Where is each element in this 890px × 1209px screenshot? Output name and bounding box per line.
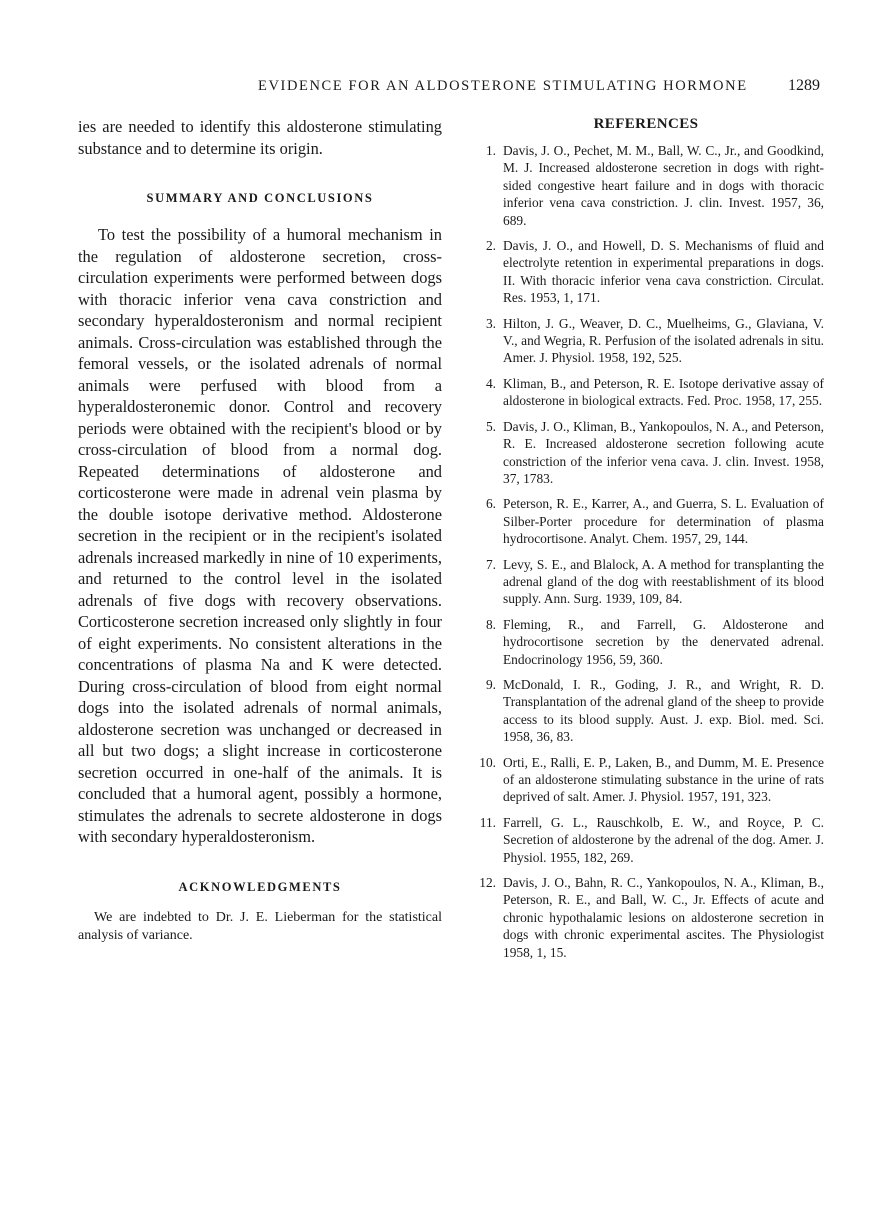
reference-text: Davis, J. O., Bahn, R. C., Yankopoulos, N. A., Kliman, B., Peterson, R. E., and Ball, W. C., Jr. Effects of acute and chronic hypothalamic lesions on aldosterone secretion in dogs with chronic experimental ascites. The Physiologist 1958, 1, 15. — [503, 875, 824, 960]
reference-number: 6. — [485, 496, 496, 512]
reference-text: Hilton, J. G., Weaver, D. C., Muelheims, G., Glaviana, V. V., and Wegria, R. Perfusion of the isolated adrenals in situ. Amer. J. Physiol. 1958, 192, 525. — [503, 315, 824, 366]
reference-number: 1. — [485, 143, 496, 158]
reference-number: 7. — [485, 556, 496, 572]
reference-item — [468, 754, 824, 806]
summary-paragraph: To test the possibility of a humoral mechanism in the regulation of aldosterone secretion, cross-circulation experiments were performed between dogs with thoracic inferior vena cava constriction and secondary hyperaldosteronism and normal recipient animals. Cross-circulation was established through the femoral vessels, or the isolated adrenals of normal animals were perfused with blood from a hyperaldosteronemic donor. Control and recovery periods were obtained with the recipient's blood or by cross-circulation of blood from a normal dog. Repeated determinations of aldosterone and corticosterone were made in adrenal vein plasma by the double isotope derivative method. Aldosterone secretion in the recipient or in the recipient's isolated adrenals increased markedly in nine of 10 experiments, and returned to the control level in the isolated adrenals of five dogs with recovery observations. Corticosterone secretion increased only slightly in four of eight experiments. No consistent alterations in the concentrations of plasma Na and K were detected. During cross-circulation of blood from eight normal dogs into the isolated adrenals of normal animals, aldosterone secretion was unchanged or decreased in all but two dogs; a slight increase in corticosterone secretion occurred in one-half of the animals. It is concluded that a humoral agent, possibly a hormone, stimulates the adrenals to secrete aldosterone in dogs with secondary hyperaldosteronism. — [78, 225, 442, 846]
reference-list — [468, 142, 824, 961]
reference-text: McDonald, I. R., Goding, J. R., and Wright, R. D. Transplantation of the adrenal gland of the sheep to provide access to its blood supply. Aust. J. exp. Biol. med. Sci. 1958, 36, 83. — [503, 676, 824, 745]
reference-number: 8. — [485, 616, 496, 632]
reference-item — [468, 375, 824, 410]
left-column — [78, 116, 442, 946]
right-column — [468, 116, 824, 969]
reference-item — [468, 616, 824, 668]
reference-number: 4. — [485, 375, 496, 391]
reference-item — [468, 556, 824, 608]
reference-number: 12. — [479, 875, 496, 891]
reference-item — [468, 315, 824, 367]
reference-number: 10. — [479, 754, 496, 770]
reference-text: Davis, J. O., Pechet, M. M., Ball, W. C., Jr., and Goodkind, M. J. Increased aldosterone secretion in dogs with right-sided congestive heart failure and in dogs with thoracic inferior vena cava constriction. J. clin. Invest. 1957, 36, 689. — [503, 143, 824, 228]
references-heading: REFERENCES — [593, 116, 699, 132]
reference-item — [468, 676, 824, 746]
reference-text: Fleming, R., and Farrell, G. Aldosterone and hydrocortisone secretion by the denervated adrenal. Endocrinology 1956, 59, 360. — [503, 616, 824, 667]
reference-text: Levy, S. E., and Blalock, A. A method for transplanting the adrenal gland of the dog with reestablishment of its blood supply. Ann. Surg. 1939, 109, 84. — [503, 556, 824, 607]
reference-item — [468, 418, 824, 488]
reference-text: Kliman, B., and Peterson, R. E. Isotope derivative assay of aldosterone in biological extracts. Fed. Proc. 1958, 17, 255. — [503, 375, 824, 409]
acknowledgments-heading: ACKNOWLEDGMENTS — [178, 879, 342, 894]
reference-item — [468, 142, 824, 229]
reference-number: 5. — [485, 418, 496, 434]
reference-text: Davis, J. O., and Howell, D. S. Mechanisms of fluid and electrolyte retention in experimental preparations in dogs. II. With thoracic inferior vena cava constriction. Circulat. Res. 1953, 1, 171. — [503, 238, 824, 306]
running-title: EVIDENCE FOR AN ALDOSTERONE STIMULATING HORMONE — [258, 78, 748, 94]
continued-paragraph: ies are needed to identify this aldosterone stimulating substance and to determine its origin. — [78, 117, 442, 158]
acknowledgments-paragraph: We are indebted to Dr. J. E. Lieberman for the statistical analysis of variance. — [78, 909, 442, 943]
reference-text: Peterson, R. E., Karrer, A., and Guerra, S. L. Evaluation of Silber-Porter procedure for determination of plasma hydrocortisone. Analyt. Chem. 1957, 29, 144. — [503, 496, 824, 547]
reference-item — [468, 814, 824, 866]
summary-heading: SUMMARY AND CONCLUSIONS — [146, 191, 374, 205]
reference-text: Orti, E., Ralli, E. P., Laken, B., and Dumm, M. E. Presence of an aldosterone stimulating substance in the urine of rats deprived of salt. Amer. J. Physiol. 1957, 191, 323. — [503, 754, 824, 805]
reference-number: 3. — [485, 315, 496, 331]
reference-number: 2. — [485, 238, 496, 254]
reference-text: Farrell, G. L., Rauschkolb, E. W., and Royce, P. C. Secretion of aldosterone by the adrenal of the dog. Amer. J. Physiol. 1955, 182, 269. — [503, 814, 824, 865]
reference-number: 9. — [485, 676, 496, 692]
reference-item — [468, 495, 824, 547]
reference-text: Davis, J. O., Kliman, B., Yankopoulos, N. A., and Peterson, R. E. Increased aldosterone secretion following acute constriction of the inferior vena cava. J. clin. Invest. 1958, 37, 1783. — [503, 418, 824, 486]
reference-number: 11. — [479, 814, 496, 830]
reference-item — [468, 237, 824, 307]
page-number: 1289 — [788, 77, 820, 94]
page-header — [0, 78, 890, 100]
reference-item — [468, 874, 824, 961]
